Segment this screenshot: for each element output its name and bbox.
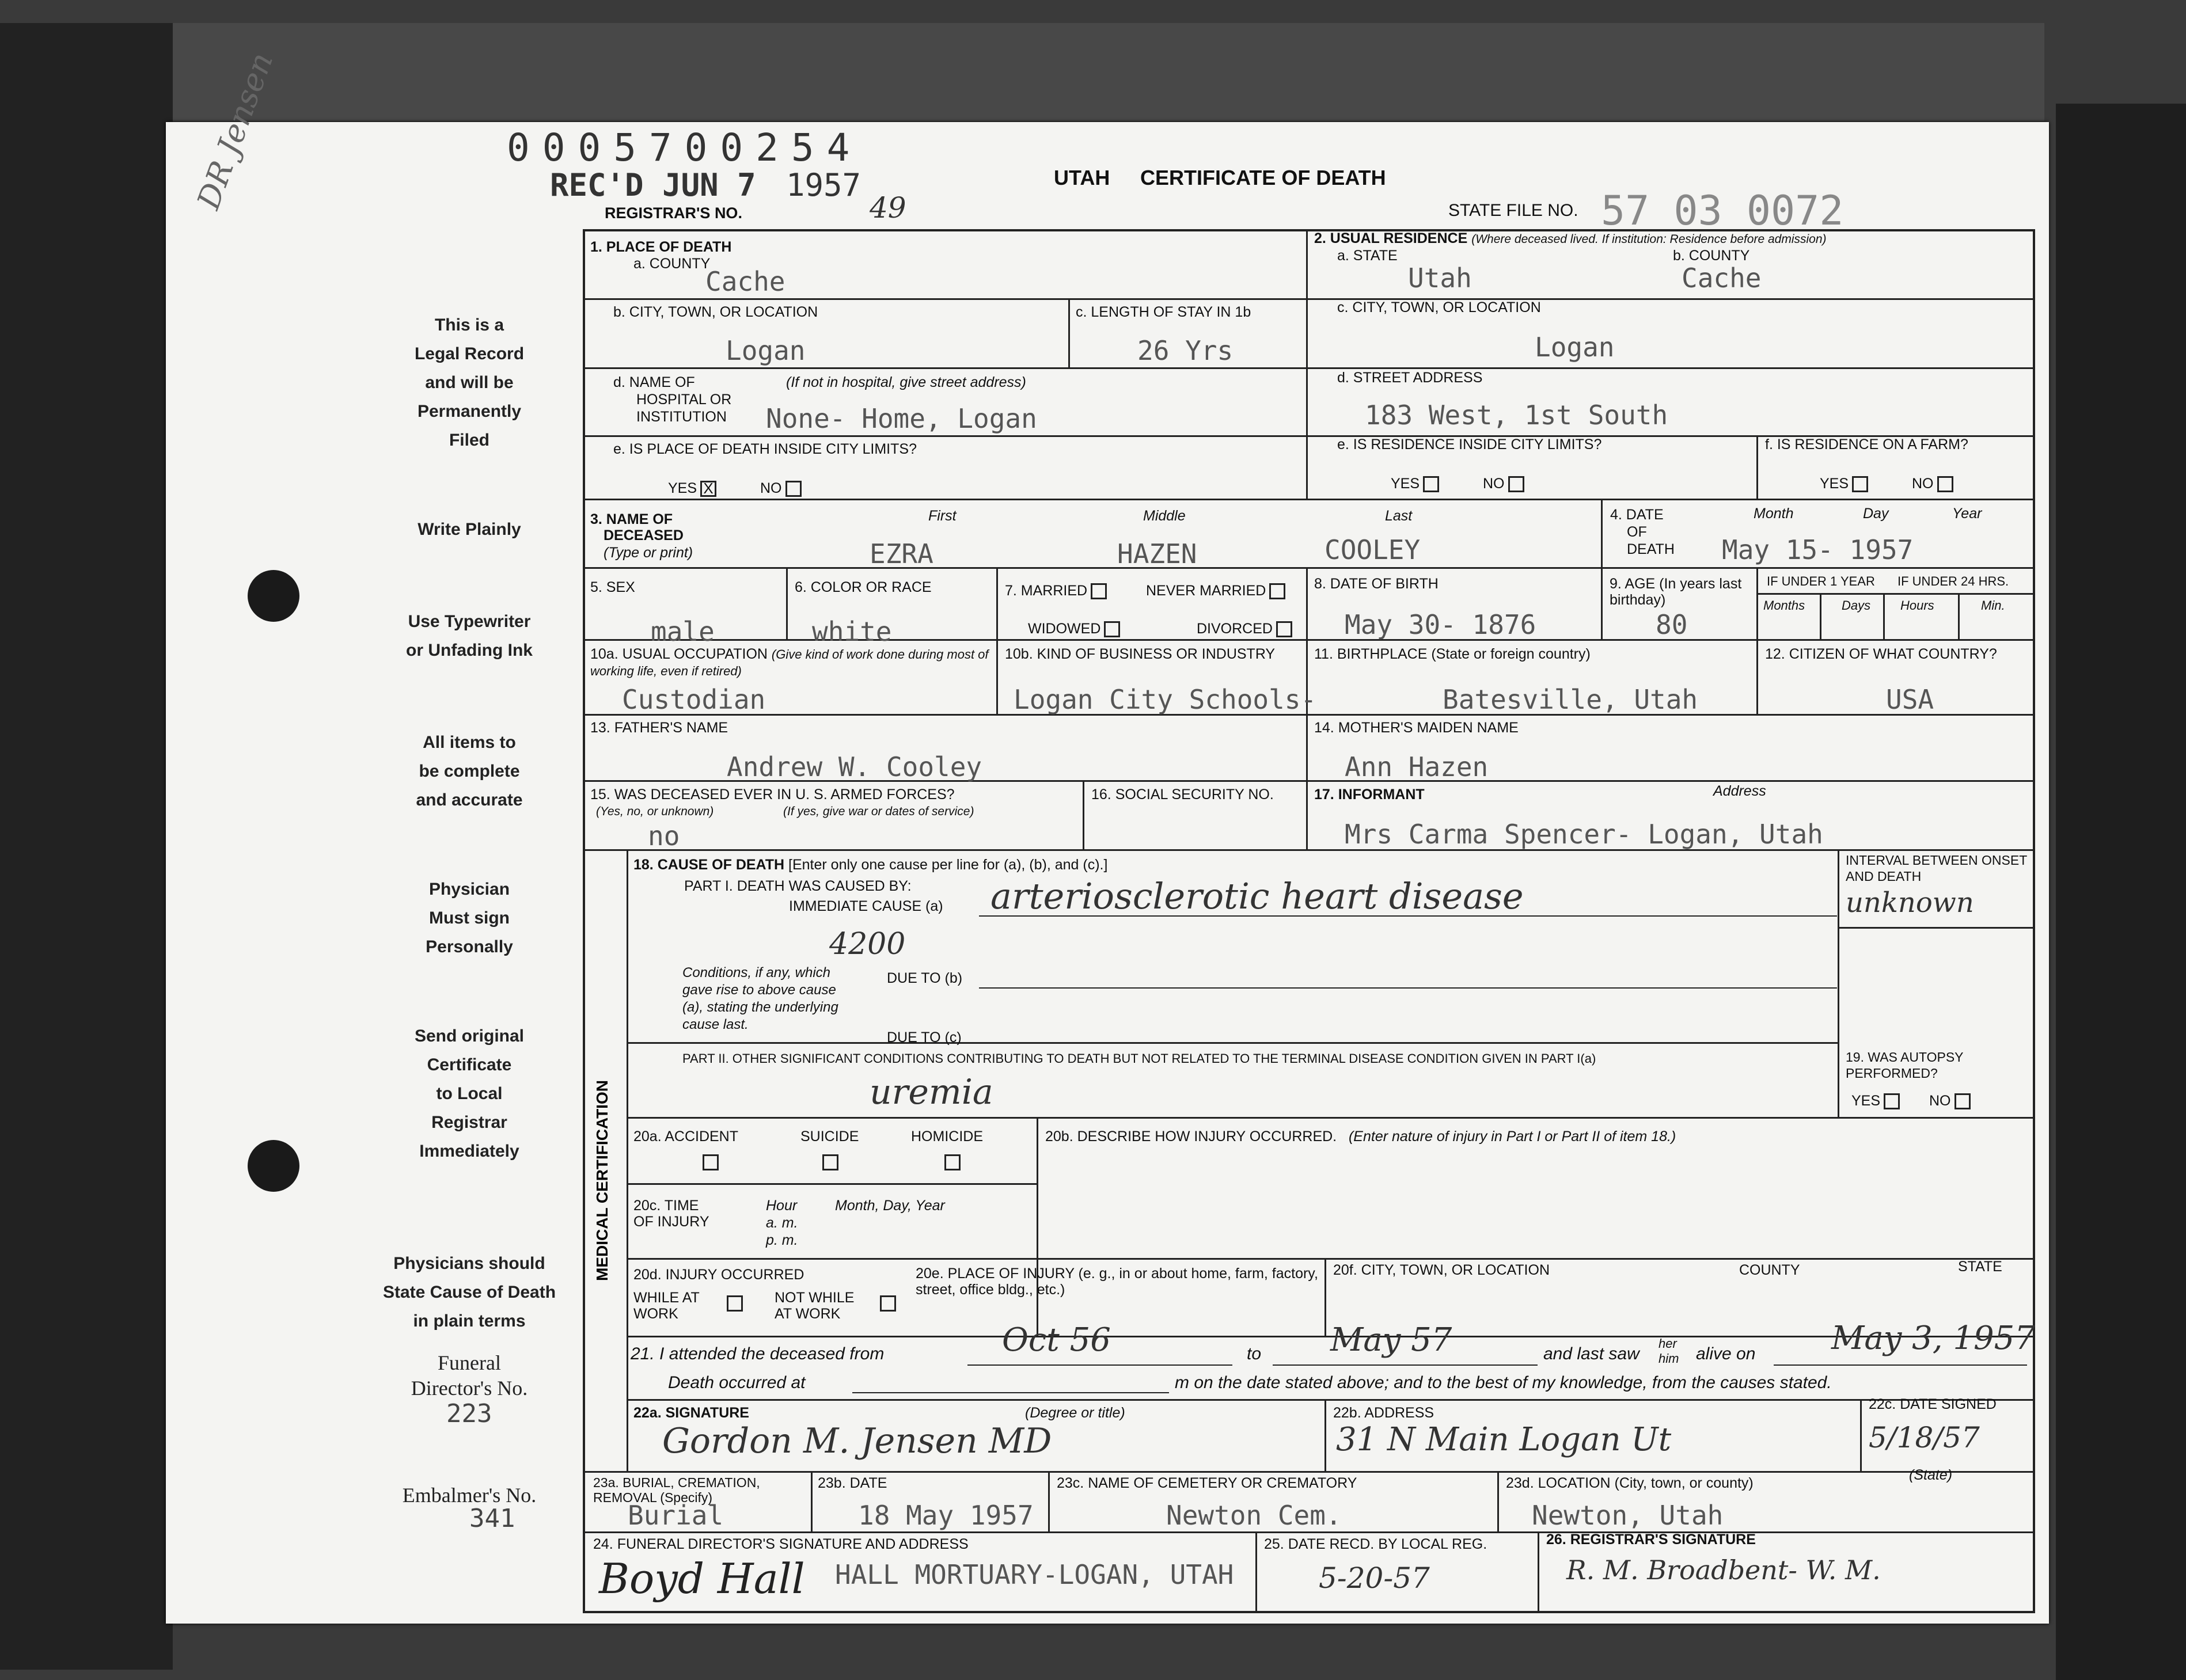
state-file-label: STATE FILE NO. — [1448, 201, 1578, 220]
legal-record-note: This is a Legal Record and will be Permanently Filed — [414, 316, 525, 450]
address-label: 22b. ADDRESS — [1333, 1405, 1434, 1421]
date-received: 5-20-57 — [1319, 1561, 1430, 1595]
residence-yes-option: YES — [1391, 476, 1439, 492]
sex: male — [651, 616, 715, 647]
length-of-stay: 26 Yrs — [1137, 335, 1234, 366]
last-saw-label: and last saw — [1543, 1344, 1640, 1363]
armed-forces: no — [648, 820, 680, 852]
funeral-director-label: 24. FUNERAL DIRECTOR'S SIGNATURE AND ADDRESS — [593, 1536, 969, 1552]
binder-top — [173, 23, 2044, 121]
place-of-injury-label: 20e. PLACE OF INJURY (e. g., in or about home, farm, factory, street, office bldg., etc.) — [916, 1265, 1318, 1298]
cause-code: 4200 — [829, 927, 906, 961]
age: 80 — [1656, 609, 1688, 640]
death-county: Cache — [705, 266, 785, 297]
residence-no-option: NO — [1483, 476, 1524, 492]
name-label: DECEASED — [604, 527, 684, 543]
state-file-number: 57 03 0072 — [1601, 187, 1844, 234]
business: Logan City Schools- — [1014, 684, 1317, 715]
date-label: DEATH — [1627, 541, 1675, 557]
city-label: c. CITY, TOWN, OR LOCATION — [1337, 299, 1541, 316]
binder-left — [0, 23, 173, 1670]
business-label: 10b. KIND OF BUSINESS OR INDUSTRY — [1005, 646, 1276, 662]
funeral-director-label: Funeral Director's No. — [411, 1351, 528, 1400]
burial-location: Newton, Utah — [1532, 1500, 1724, 1531]
burial-date: 18 May 1957 — [858, 1500, 1034, 1531]
other-conditions: uremia — [870, 1072, 993, 1112]
checkbox[interactable] — [1269, 583, 1285, 599]
received-year: 1957 — [786, 167, 862, 203]
residence-county: Cache — [1682, 263, 1762, 294]
registrar-no-label: REGISTRAR'S NO. — [605, 204, 742, 222]
medical-certification-label: MEDICAL CERTIFICATION — [593, 1080, 611, 1281]
hospital-hint: (If not in hospital, give street address) — [786, 374, 1026, 390]
months-label: Months — [1763, 598, 1805, 613]
injury-occurred-label: 20d. INJURY OCCURRED — [633, 1267, 804, 1283]
city-of-injury-label: 20f. CITY, TOWN, OR LOCATION — [1333, 1262, 1550, 1278]
address-label: Address — [1713, 783, 1766, 799]
divorced-option: DIVORCED — [1197, 621, 1292, 637]
registrar-no: 49 — [870, 191, 906, 225]
while-at-work-checkbox[interactable] — [727, 1295, 743, 1312]
city-label: b. CITY, TOWN, OR LOCATION — [613, 304, 818, 320]
county-label: a. COUNTY — [633, 256, 711, 272]
hours-label: Hours — [1900, 598, 1934, 613]
inside-no-option: NO — [760, 480, 802, 497]
location-label: 23d. LOCATION (City, town, or county) — [1506, 1475, 1754, 1491]
name-label: 3. NAME OF — [590, 511, 673, 527]
armed-forces-label: 15. WAS DECEASED EVER IN U. S. ARMED FORCES? — [590, 786, 955, 803]
residence-street: 183 West, 1st South — [1365, 400, 1668, 431]
autopsy-label: 19. WAS AUTOPSY PERFORMED? — [1846, 1050, 1964, 1081]
color-race: white — [812, 616, 892, 647]
received-stamp: REC'D JUN 7 — [550, 167, 756, 203]
armed-hint: (If yes, give war or dates of service) — [783, 805, 974, 818]
send-original-note: Send original Certificate to Local Registrar Immediately — [414, 1027, 525, 1161]
death-occurred-label: Death occurred at — [668, 1373, 806, 1392]
sex-label: 5. SEX — [590, 579, 635, 595]
citizenship: USA — [1886, 684, 1934, 715]
last-name: COOLEY — [1324, 534, 1421, 565]
date-signed: 5/18/57 — [1869, 1421, 1980, 1454]
alive-on-date: May 3, 1957 — [1831, 1320, 2035, 1357]
never-married-option: NEVER MARRIED — [1146, 583, 1285, 599]
stay-label: c. LENGTH OF STAY IN 1b — [1076, 304, 1251, 320]
days-label: Days — [1842, 598, 1871, 613]
physician-address: 31 N Main Logan Ut — [1336, 1421, 1672, 1458]
ssn-label: 16. SOCIAL SECURITY NO. — [1091, 786, 1274, 803]
how-injury-label: 20b. DESCRIBE HOW INJURY OCCURRED. (Enter nature of injury in Part I or Part II of item 18.) — [1045, 1128, 1676, 1145]
homicide-label: HOMICIDE — [911, 1128, 983, 1145]
checkbox[interactable] — [1104, 621, 1120, 637]
hospital-label: d. NAME OF — [613, 374, 695, 390]
burial-date-label: 23b. DATE — [818, 1475, 887, 1491]
funeral-director: HALL MORTUARY-LOGAN, UTAH — [835, 1559, 1234, 1590]
date-label: 4. DATE — [1610, 507, 1664, 523]
accident-label: 20a. ACCIDENT — [633, 1128, 739, 1145]
residence-inside-label: e. IS RESIDENCE INSIDE CITY LIMITS? — [1337, 436, 1602, 453]
checkbox-checked[interactable]: X — [700, 481, 716, 497]
checkbox-checked[interactable] — [1955, 1093, 1971, 1109]
checkbox[interactable] — [785, 481, 802, 497]
serial-number: 0005700254 — [507, 126, 863, 170]
embalmer-label: Embalmer's No. — [402, 1484, 537, 1507]
due-to-b-label: DUE TO (b) — [887, 970, 963, 986]
date-received-label: 25. DATE RECD. BY LOCAL REG. — [1264, 1536, 1487, 1552]
margin-note: DR Jensen — [190, 48, 280, 214]
him-label: him — [1659, 1351, 1679, 1366]
funeral-director-no: 223 — [446, 1399, 492, 1428]
immediate-cause-label: IMMEDIATE CAUSE (a) — [789, 898, 943, 914]
street-label: d. STREET ADDRESS — [1337, 370, 1483, 386]
not-while-at-work-checkbox[interactable] — [880, 1295, 896, 1312]
autopsy-yes-option: YES — [1851, 1093, 1900, 1109]
embalmer-no: 341 — [469, 1504, 515, 1533]
part-1-label: PART I. DEATH WAS CAUSED BY: — [684, 878, 912, 894]
suicide-checkbox[interactable] — [822, 1154, 838, 1170]
cemetery: Newton Cem. — [1166, 1500, 1342, 1531]
date-label: OF — [1627, 524, 1647, 540]
farm-yes-option: YES — [1820, 476, 1868, 492]
not-while-at-work-label: NOT WHILE AT WORK — [775, 1290, 855, 1322]
autopsy-no-option: NO — [1929, 1093, 1971, 1109]
plain-terms-note: Physicians should State Cause of Death in plain terms — [382, 1254, 556, 1331]
year-label: Year — [1952, 505, 1982, 522]
inside-yes-option: YES X — [668, 480, 716, 497]
name-hint: (Type or print) — [604, 545, 693, 561]
residence-state: Utah — [1408, 263, 1472, 294]
birthplace-label: 11. BIRTHPLACE (State or foreign country) — [1314, 646, 1591, 662]
interval: unknown — [1846, 887, 1974, 919]
day-label: Day — [1863, 505, 1889, 522]
hospital-label: HOSPITAL OR — [636, 392, 732, 408]
farm-label: f. IS RESIDENCE ON A FARM? — [1765, 436, 1968, 453]
burial-label: 23a. BURIAL, CREMATION, REMOVAL (Specify) — [593, 1475, 760, 1505]
cause-heading: 18. CAUSE OF DEATH [Enter only one cause per line for (a), (b), and (c).] — [633, 857, 1108, 873]
suicide-label: SUICIDE — [800, 1128, 859, 1145]
funeral-director-signature: Boyd Hall — [599, 1554, 805, 1603]
checkbox-checked[interactable] — [1091, 583, 1107, 599]
death-city: Logan — [726, 335, 806, 366]
complete-note: All items to be complete and accurate — [416, 733, 523, 809]
mother-maiden-name: Ann Hazen — [1345, 751, 1489, 782]
disposition: Burial — [628, 1500, 724, 1531]
physician-signature: Gordon M. Jensen MD — [662, 1421, 1052, 1461]
hour-label: Hour — [766, 1198, 798, 1214]
checkbox[interactable] — [1884, 1093, 1900, 1109]
checkbox[interactable] — [1276, 621, 1292, 637]
due-to-c-label: DUE TO (c) — [887, 1029, 962, 1046]
date-of-birth: May 30- 1876 — [1345, 609, 1536, 640]
accident-checkbox[interactable] — [703, 1154, 719, 1170]
under-year-label: IF UNDER 1 YEAR — [1767, 574, 1875, 588]
date-signed-label: 22c. DATE SIGNED — [1869, 1396, 1997, 1412]
registrar-signature: R. M. Broadbent- W. M. — [1566, 1554, 1881, 1586]
to-label: to — [1247, 1344, 1262, 1363]
under-day-label: IF UNDER 24 HRS. — [1897, 574, 2009, 588]
armed-hint: (Yes, no, or unknown) — [596, 805, 714, 818]
binder-right — [2056, 104, 2186, 1680]
inside-city-label: e. IS PLACE OF DEATH INSIDE CITY LIMITS? — [613, 441, 917, 457]
interval-label: INTERVAL BETWEEN ONSET AND DEATH — [1846, 853, 2027, 884]
month-label: Month — [1754, 505, 1794, 522]
form-title-prefix: UTAH — [1054, 166, 1110, 189]
residence-heading: 2. USUAL RESIDENCE (Where deceased lived. If institution: Residence before admission) — [1314, 230, 1827, 246]
homicide-checkbox[interactable] — [944, 1154, 961, 1170]
cemetery-label: 23c. NAME OF CEMETERY OR CREMATORY — [1057, 1475, 1357, 1491]
alive-on-label: alive on — [1696, 1344, 1756, 1363]
date-of-death: May 15- 1957 — [1722, 534, 1914, 565]
age-label: 9. AGE (In years last birthday) — [1610, 576, 1742, 608]
county-label: COUNTY — [1739, 1262, 1800, 1278]
attended-to: May 57 — [1330, 1321, 1452, 1359]
middle-label: Middle — [1143, 508, 1186, 524]
last-label: Last — [1385, 508, 1413, 524]
pm-label: p. m. — [766, 1232, 798, 1248]
signature-label: 22a. SIGNATURE — [633, 1405, 749, 1421]
state-label: (State) — [1909, 1467, 1953, 1483]
min-label: Min. — [1981, 598, 2005, 613]
mother-label: 14. MOTHER'S MAIDEN NAME — [1314, 720, 1519, 736]
attended-label: 21. I attended the deceased from — [631, 1344, 885, 1363]
death-occurred-rest: m on the date stated above; and to the best of my knowledge, from the causes stated. — [1175, 1373, 1832, 1392]
typewriter-note: Use Typewriter or Unfading Ink — [406, 612, 533, 660]
checkbox[interactable] — [1852, 476, 1868, 492]
state-label: a. STATE — [1337, 248, 1398, 264]
first-label: First — [928, 508, 957, 524]
first-name: EZRA — [870, 538, 933, 569]
citizen-label: 12. CITIZEN OF WHAT COUNTRY? — [1765, 646, 1997, 662]
punch-hole — [248, 1140, 299, 1192]
checkbox[interactable] — [1423, 476, 1439, 492]
farm-no-option: NO — [1912, 476, 1953, 492]
attended-from: Oct 56 — [1002, 1321, 1111, 1359]
punch-hole — [248, 570, 299, 622]
while-at-work-label: WHILE AT WORK — [633, 1290, 700, 1322]
her-label: her — [1659, 1336, 1677, 1351]
dob-label: 8. DATE OF BIRTH — [1314, 576, 1439, 592]
place-of-death-heading: 1. PLACE OF DEATH — [590, 239, 732, 255]
birthplace: Batesville, Utah — [1443, 684, 1698, 715]
write-plainly-note: Write Plainly — [418, 520, 521, 539]
hospital-name: None- Home, Logan — [766, 403, 1037, 434]
physician-note: Physician Must sign Personally — [426, 880, 513, 956]
am-label: a. m. — [766, 1215, 798, 1231]
color-label: 6. COLOR OR RACE — [795, 579, 932, 595]
informant: Mrs Carma Spencer- Logan, Utah — [1345, 819, 1823, 850]
residence-city: Logan — [1535, 332, 1615, 363]
form-title: CERTIFICATE OF DEATH — [1140, 166, 1386, 189]
month-day-year-label: Month, Day, Year — [835, 1198, 945, 1214]
occupation-label: 10a. USUAL OCCUPATION (Give kind of work done during most of working life, even if retired) — [590, 646, 989, 678]
part-2-label: PART II. OTHER SIGNIFICANT CONDITIONS CONTRIBUTING TO DEATH BUT NOT RELATED TO THE TERMINAL DISEASE CONDITION GIVEN IN PART I(a) — [682, 1051, 1596, 1066]
county-label: b. COUNTY — [1673, 248, 1750, 264]
father-name: Andrew W. Cooley — [727, 751, 982, 782]
conditions-note: Conditions, if any, which gave rise to above cause (a), stating the underlying cause last. — [682, 965, 838, 1032]
informant-label: 17. INFORMANT — [1314, 786, 1425, 803]
checkbox[interactable] — [1937, 476, 1953, 492]
degree-label: (Degree or title) — [1025, 1405, 1125, 1421]
widowed-option: WIDOWED — [1028, 621, 1120, 637]
father-label: 13. FATHER'S NAME — [590, 720, 728, 736]
middle-name: HAZEN — [1117, 538, 1197, 569]
married-option: 7. MARRIED — [1005, 583, 1107, 599]
occupation: Custodian — [622, 684, 766, 715]
state-label: STATE — [1958, 1259, 2002, 1275]
checkbox[interactable] — [1508, 476, 1524, 492]
registrar-signature-label: 26. REGISTRAR'S SIGNATURE — [1546, 1531, 1756, 1548]
time-of-injury-label: 20c. TIME OF INJURY — [633, 1198, 709, 1230]
hospital-label: INSTITUTION — [636, 409, 727, 425]
immediate-cause: arteriosclerotic heart disease — [990, 875, 1524, 917]
